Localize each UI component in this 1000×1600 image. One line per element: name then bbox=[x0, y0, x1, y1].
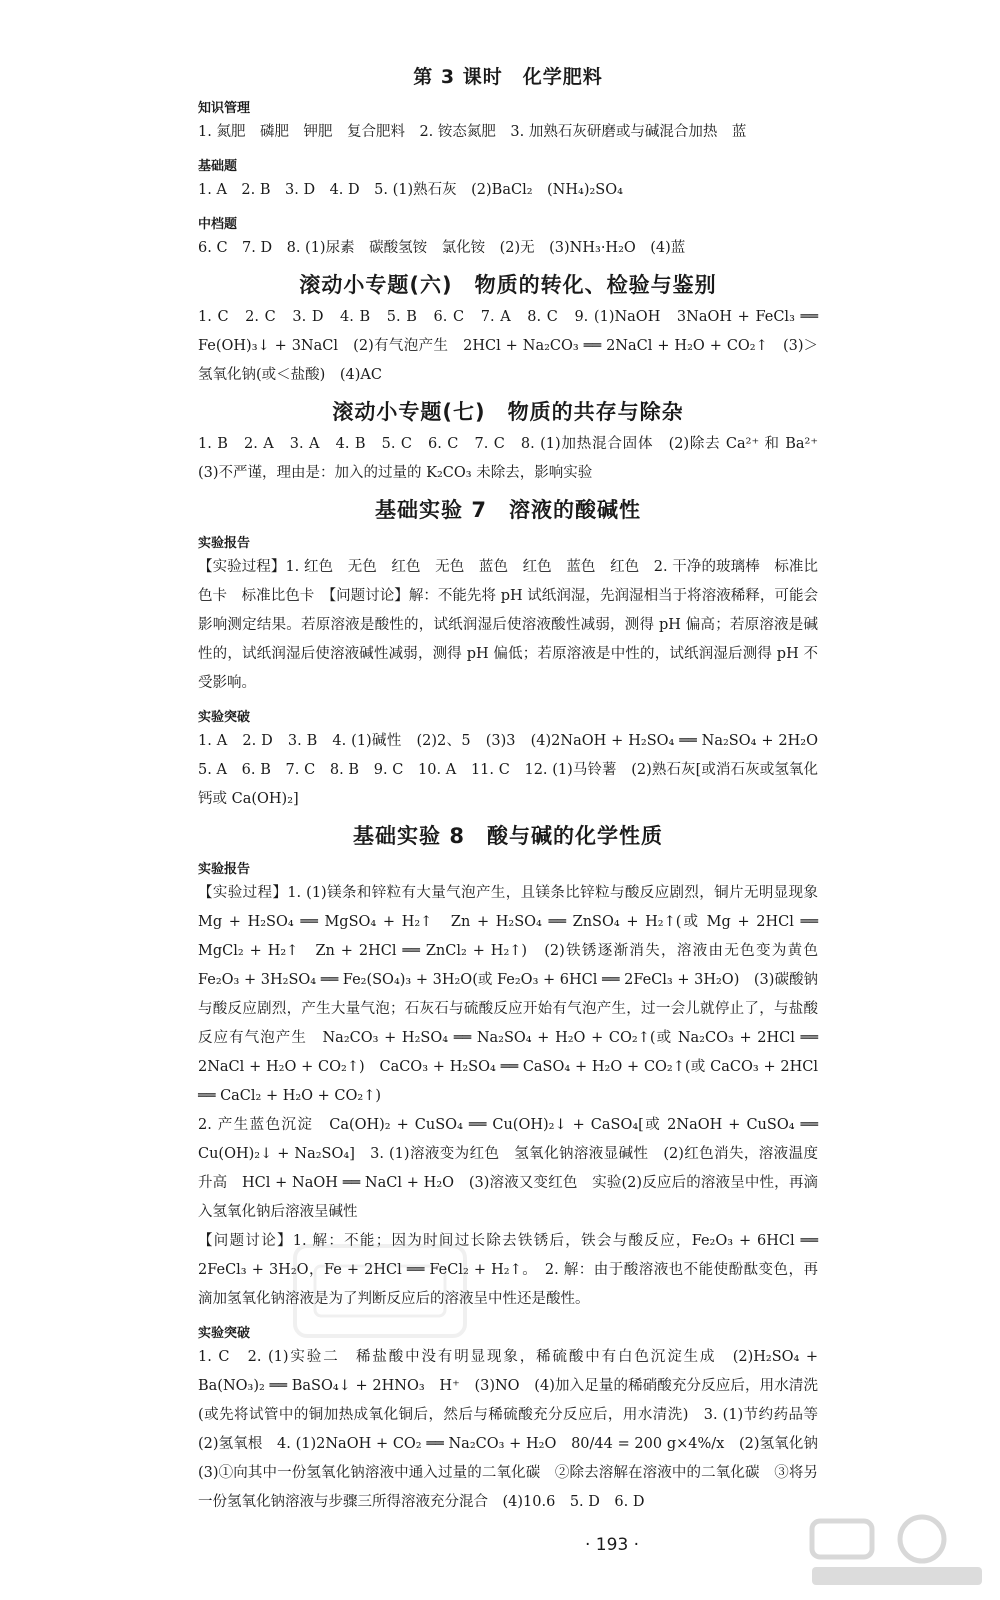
answer-paragraph: 【实验过程】1. (1)镁条和锌粒有大量气泡产生，且镁条比锌粒与酸反应剧烈，铜片无明显现象 Mg + H₂SO₄ ══ MgSO₄ + H₂↑ Zn + H₂SO₄ ══ ZnSO₄ + H₂↑(或 Mg + 2HCl ══ MgCl₂ + H₂↑ Zn + 2HCl ══ ZnCl₂ + H₂↑) (2)铁锈逐渐消失，溶液由无色变为黄色 Fe₂O₃ + 3H₂SO₄ ══ Fe₂(SO₄)₃ + 3H₂O(或 Fe₂O₃ + 6HCl ══ 2FeCl₃ + 3H₂O) (3)碳酸钠与酸反应剧烈，产生大量气泡；石灰石与硫酸反应开始有气泡产生，过一会儿就停止了，与盐酸反应有气泡产生 Na₂CO₃ + H₂SO₄ ══ Na₂SO₄ + H₂O + CO₂↑(或 Na₂CO₃ + 2HCl ══ 2NaCl + H₂O + CO₂↑) CaCO₃ + H₂SO₄ ══ CaSO₄ + H₂O + CO₂↑(或 CaCO₃ + 2HCl ══ CaCl₂ + H₂O + CO₂↑) bbox=[198, 885, 833, 1104]
watermark-logo bbox=[792, 1507, 992, 1592]
answer-paragraph: 【问题讨论】1. 解：不能；因为时间过长除去铁锈后，铁会与酸反应，Fe₂O₃ + 6HCl ══ 2FeCl₃ + 3H₂O，Fe + 2HCl ══ FeCl₂ + H₂↑。 2. 解：由于酸溶液也不能使酚酞变色，再滴加氢氧化钠溶液是为了判断反应后的溶液呈中性还是酸性。 bbox=[198, 1233, 818, 1307]
section-title: 滚动小专题(六) 物质的转化、检验与鉴别 bbox=[299, 273, 717, 297]
subheading: 实验突破 bbox=[198, 1326, 251, 1341]
answer-paragraph: 【实验过程】1. 红色 无色 红色 无色 蓝色 红色 蓝色 红色 2. 干净的玻璃棒 标准比色卡 标准比色卡 【问题讨论】解：不能先将 pH 试纸润湿，先润湿相当于将溶液稀释，可能会影响测定结果。若原溶液是酸性的，试纸润湿后使溶液酸性减弱，测得 pH 偏高；若原溶液是碱性的，试纸润湿后使溶液碱性减弱，测得 pH 偏低；若原溶液是中性的，试纸润湿后测得 pH 不受影响。 bbox=[198, 559, 818, 691]
answer-paragraph: 1. A 2. D 3. B 4. (1)碱性 (2)2、5 (3)3 (4)2NaOH + H₂SO₄ ══ Na₂SO₄ + 2H₂O 5. A 6. B 7. C 8. B 9. C 10. A 11. C 12. (1)马铃薯 (2)熟石灰[或消石灰或氢氧化钙或 Ca(OH)₂] bbox=[198, 733, 833, 807]
answer-paragraph: 1. A 2. B 3. D 4. D 5. (1)熟石灰 (2)BaCl₂ (NH₄)₂SO₄ bbox=[198, 182, 623, 198]
section-title: 基础实验 8 酸与碱的化学性质 bbox=[353, 824, 663, 848]
answer-paragraph: 1. C 2. C 3. D 4. B 5. B 6. C 7. A 8. C 9. (1)NaOH 3NaOH + FeCl₃ ══ Fe(OH)₃↓ + 3NaCl (2)有气泡产生 2HCl + Na₂CO₃ ══ 2NaCl + H₂O + CO₂↑ (3)＞ 氢氧化钠(或＜盐酸) (4)AC bbox=[198, 309, 833, 383]
answer-paragraph: 1. 氮肥 磷肥 钾肥 复合肥料 2. 铵态氮肥 3. 加熟石灰研磨或与碱混合加热 蓝 bbox=[198, 124, 747, 140]
answer-paragraph: 2. 产生蓝色沉淀 Ca(OH)₂ + CuSO₄ ══ Cu(OH)₂↓ + CaSO₄[或 2NaOH + CuSO₄ ══ Cu(OH)₂↓ + Na₂SO₄] 3. (1)溶液变为红色 氢氧化钠溶液显碱性 (2)红色消失，溶液温度升高 HCl + NaOH ══ NaCl + H₂O (3)溶液又变红色 实验(2)反应后的溶液呈中性，再滴入氢氧化钠后溶液呈碱性 bbox=[198, 1117, 818, 1220]
faded-stamp-mark bbox=[285, 1236, 475, 1346]
section-experiment-eight bbox=[198, 820, 833, 1517]
subheading: 中档题 bbox=[198, 217, 238, 232]
subheading: 实验突破 bbox=[198, 710, 251, 725]
section-title: 基础实验 7 溶液的酸碱性 bbox=[375, 498, 641, 522]
answer-paragraph: 1. C 2. (1)实验二 稀盐酸中没有明显现象，稀硫酸中有白色沉淀生成 (2)H₂SO₄ + Ba(NO₃)₂ ══ BaSO₄↓ + 2HNO₃ H⁺ (3)NO (4)加入足量的稀硝酸充分反应后，用水清洗(或先将试管中的铜加热成氧化铜后，然后与稀硫酸充分反应后，用水清洗) 3. (1)节约药品等 (2)氢氧根 4. (1)2NaOH + CO₂ ══ Na₂CO₃ + H₂O 80/44 = 200 g×4%/x (2)氢氧化钠 (3)①向其中一份氢氧化钠溶液中通入过量的二氧化碳 ②除去溶解在溶液中的二氧化碳 ③将另一份氢氧化钠溶液与步骤三所得溶液充分混合 (4)10.6 5. D 6. D bbox=[198, 1349, 833, 1510]
answer-paragraph: 1. B 2. A 3. A 4. B 5. C 6. C 7. C 8. (1)加热混合固体 (2)除去 Ca²⁺ 和 Ba²⁺ (3)不严谨，理由是：加入的过量的 K₂CO₃ 未除去，影响实验 bbox=[198, 436, 833, 481]
subheading: 基础题 bbox=[198, 159, 238, 174]
section-topic-seven bbox=[198, 396, 833, 488]
section-experiment-seven bbox=[198, 494, 833, 814]
subheading: 实验报告 bbox=[198, 536, 251, 551]
section-fertilizer bbox=[198, 62, 818, 263]
page-number: · 193 · bbox=[585, 1535, 640, 1555]
answer-paragraph: 6. C 7. D 8. (1)尿素 碳酸氢铵 氯化铵 (2)无 (3)NH₃·H₂O (4)蓝 bbox=[198, 240, 686, 256]
section-title: 第 3 课时 化学肥料 bbox=[413, 66, 603, 88]
section-topic-six bbox=[198, 269, 833, 390]
subheading: 实验报告 bbox=[198, 862, 251, 877]
section-title: 滚动小专题(七) 物质的共存与除杂 bbox=[332, 400, 684, 424]
subheading: 知识管理 bbox=[198, 101, 251, 116]
